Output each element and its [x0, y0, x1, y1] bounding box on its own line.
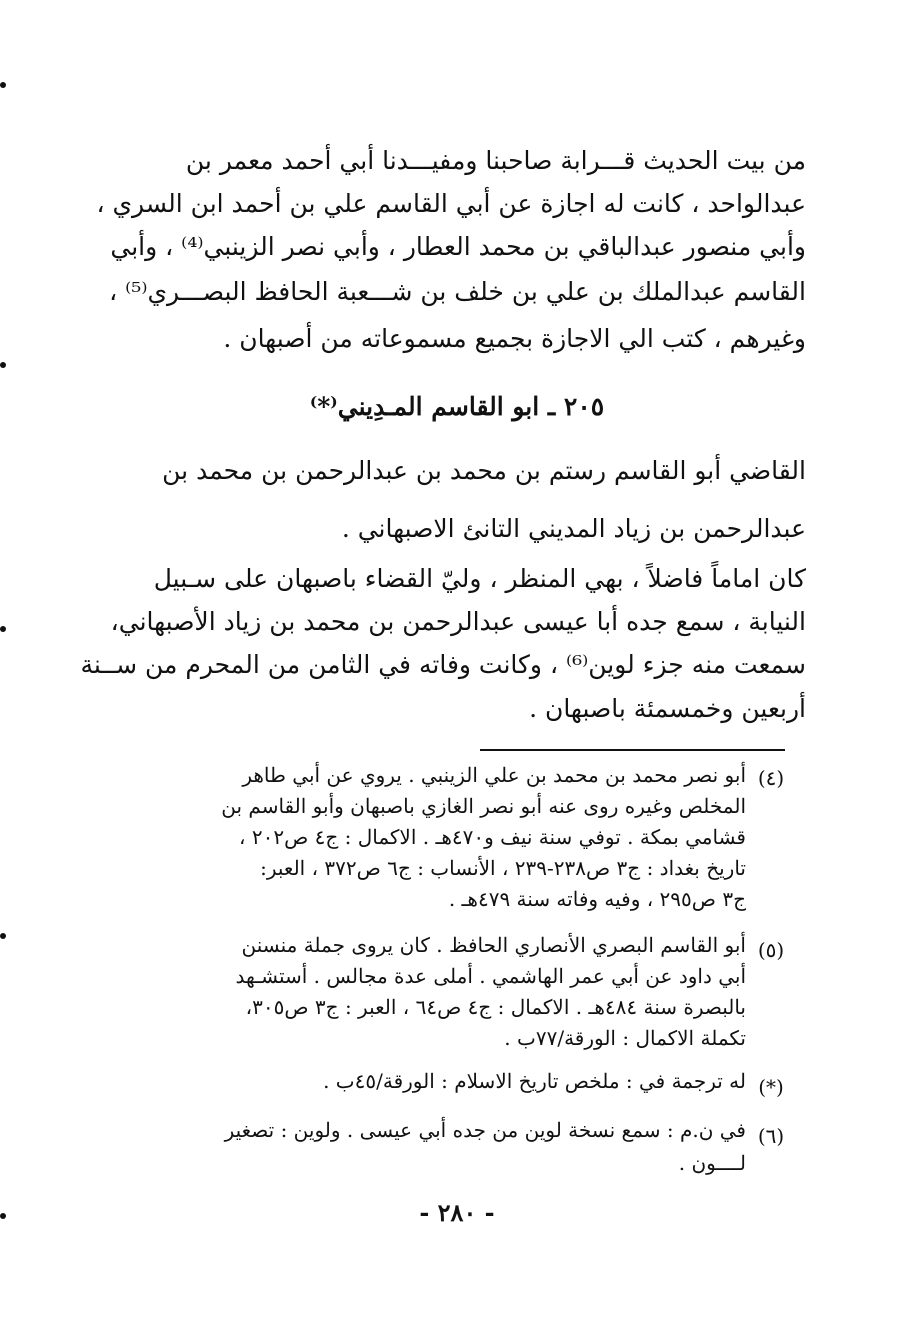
page-number: - ٢٨٠ -: [419, 1198, 495, 1227]
text-line: أربعين وخمسمئة باصبهان .: [529, 694, 806, 723]
text-line: وأبي منصور عبدالباقي بن محمد العطار ، وأبي نصر الزينبي⁽⁴⁾ ، وأبي: [110, 232, 806, 261]
text-line: عبدالرحمن بن زياد المديني التانئ الاصبهاني .: [341, 514, 806, 543]
entry-heading: ٢٠٥ ـ ابو القاسم المـدِيني⁽*⁾: [309, 392, 605, 421]
footnote-number: (٥): [757, 938, 785, 962]
text-line: وغيرهم ، كتب الي الاجازة بجميع مسموعاته من أصبهان .: [223, 324, 806, 353]
footnote-number: (*): [758, 1075, 784, 1099]
footnote-line: أبو نصر محمد بن محمد بن علي الزينبي . يروي عن أبي طاهر: [242, 763, 746, 787]
scan-edge-mark: [0, 1213, 6, 1219]
text-line: من بيت الحديث قـــرابة صاحبنا ومفيـــدنا أبي أحمد معمر بن: [185, 146, 806, 175]
scan-edge-mark: [0, 626, 6, 632]
footnote-line: أبي داود عن أبي عمر الهاشمي . أملى عدة مجالس . أستشـهد: [235, 964, 746, 988]
footnote-separator: [480, 749, 785, 751]
footnote-line: المخلص وغيره روى عنه أبو نصر الغازي باصبهان وأبو القاسم بن: [221, 794, 746, 818]
footnote-line: قشامي بمكة . توفي سنة نيف و٤٧٠هـ . الاكمال : ج٤ ص٢٠٢ ،: [239, 825, 746, 849]
text-line: سمعت منه جزء لوين⁽⁶⁾ ، وكانت وفاته في الثامن من المحرم من ســنة: [80, 650, 806, 679]
text-line: كان اماماً فاضلاً ، بهي المنظر ، وليّ القضاء باصبهان على سـبيل: [153, 564, 806, 593]
text-line: النيابة ، سمع جده أبا عيسى عبدالرحمن بن محمد بن زياد الأصبهاني،: [110, 607, 806, 636]
text-line: القاسم عبدالملك بن علي بن خلف بن شـــعبة الحافظ البصـــري⁽⁵⁾ ،: [109, 277, 806, 306]
footnote-line: له ترجمة في : ملخص تاريخ الاسلام : الورقة/٤٥ب .: [323, 1069, 746, 1093]
footnote-number: (٦): [757, 1124, 785, 1148]
text-line: عبدالواحد ، كانت له اجازة عن أبي القاسم علي بن أحمد ابن السري ،: [96, 189, 806, 218]
scan-edge-mark: [0, 82, 6, 88]
footnote-line: ج٣ ص٢٩٥ ، وفيه وفاته سنة ٤٧٩هـ .: [448, 887, 746, 911]
footnote-line: لــــون .: [678, 1151, 746, 1175]
footnote-line: أبو القاسم البصري الأنصاري الحافظ . كان يروى جملة منسنن: [241, 933, 746, 957]
footnote-line: تكملة الاكمال : الورقة/٧٧ب .: [504, 1026, 746, 1050]
text-line: القاضي أبو القاسم رستم بن محمد بن عبدالرحمن بن محمد بن: [162, 456, 806, 485]
scan-edge-mark: [0, 362, 6, 368]
footnote-line: في ن.م : سمع نسخة لوين من جده أبي عيسى . ولوين : تصغير: [224, 1118, 746, 1142]
footnote-line: تاريخ بغداد : ج٣ ص٢٣٨-٢٣٩ ، الأنساب : ج٦ ص٣٧٢ ، العبر:: [260, 856, 746, 880]
scan-edge-mark: [0, 933, 6, 939]
footnote-line: بالبصرة سنة ٤٨٤هـ . الاكمال : ج٤ ص٦٤ ، العبر : ج٣ ص٣٠٥،: [245, 995, 746, 1019]
footnote-number: (٤): [757, 766, 785, 790]
